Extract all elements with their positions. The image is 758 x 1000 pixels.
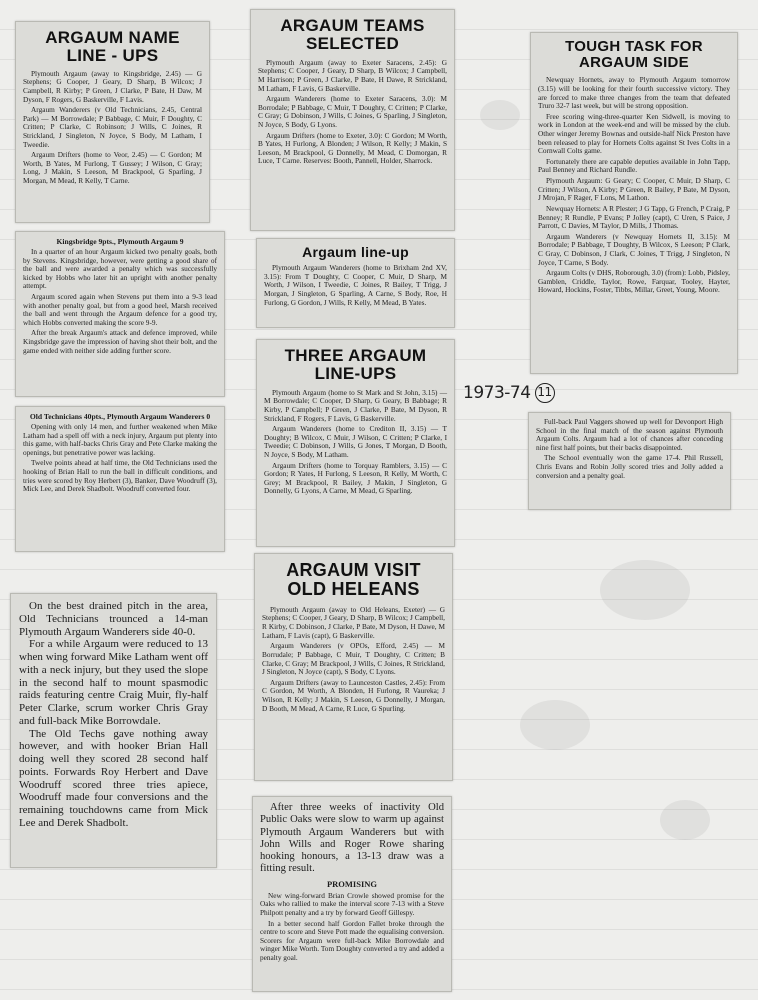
report-paragraph: The School eventually won the game 17-4. Phil Russell, Chris Evans and Robin Jolly scored tries and Jolly added a conversion and a penalty goal.	[536, 453, 723, 480]
team-lineup: Argaum Drifters (home to Veor, 2.45) — C Gordon; M Worth, B Yates, M Furlong, T Gussey; J Wilson, C Gray; Long, J Makin, S Leeson, M Brackpool, G Sparling, J Morgan, M Mead, R Kelly, T Carne.	[23, 150, 202, 186]
report-paragraph: Opening with only 14 men, and further weakened when Mike Latham had a spell off with a neck injury, Argaum put plenty into this game, with half-backs Chris Gray and Pete Clarke making the openings, but penetrative power was lacking.	[23, 422, 217, 457]
report-paragraph: In a quarter of an hour Argaum kicked two penalty goals, both by Stevens. Kingsbridge, however, were getting a good share of the ball and were awarded a penalty which was successfully kicked by Hobbs who later hit an upright with another penalty attempt.	[23, 247, 217, 291]
page-stain	[660, 800, 710, 840]
report-paragraph: New wing-forward Brian Crowle showed promise for the Oaks who rallied to make the interval score 7-13 with a Steve Philpott penalty and a try by forward Geoff Gillespy.	[260, 890, 444, 917]
report-paragraph: Twelve points ahead at half time, the Old Technicians used the hooking of Brian Hall to run the ball in difficult conditions, and tries were scored by Roy Herbert (3), Banker, Dave Woodruff (3), Mick Lee, and Derek Shadbolt. Woodruff converted four.	[23, 458, 217, 494]
team-lineup: Plymouth Argaum (away to Old Heleans, Exeter) — G Stephens; C Cooper, J Geary, D Sharp, B Wilcox; J Campbell, R Kirby, C Dobinson, J Clarke, P Bate, M Dyson, H Dawe, M Latham, F Lavis (capt), G Baskerville.	[262, 604, 445, 640]
clipping-headline: Argaum line-up	[302, 244, 409, 260]
report-lead-paragraph: After three weeks of inactivity Old Public Oaks were slow to warm up against Plymouth Argaum Wanderers but with John Wills and Roger Rowe sharing hooking honours, a 13-13 draw was a fitting result.	[260, 802, 444, 875]
team-lineup: Plymouth Argaum (away to Kingsbridge, 2.45) — G Stephens; G Cooper, J Geary, D Sharp, B Wilcox; J Campbell, R Kirby; P Green, J Clarke, P Bate, H Daw, M Dyson, F Rogers, G Baskerville, F Lavis.	[23, 68, 202, 104]
clipping-tough-task	[530, 32, 738, 374]
team-lineup: Argaum Wanderers (home to Crediton II, 3.15) — T Doughty; B Wilcox, C Muir, J Wilson, C Critten; P Clarke, I Tweedie; C Dobinson, J Wills, G Jones, T Morgan, D Booth, N Joyce, S Body, M Latham.	[264, 424, 447, 459]
page-number-circle: 11	[535, 383, 555, 403]
team-lineup: Argaum Colts (v DHS, Roborough, 3.0) (from): Lobb, Pidsley, Gamblen, Criddle, Taylor, Rowe, Farquar, Tooley, Hayter, Howard, Hockins, Foster, Tibbs, Millar, Greet, Young, Moore.	[538, 268, 730, 295]
clipping-three-lineups	[256, 339, 455, 547]
clipping-headline: ARGAUM TEAMS SELECTED	[280, 16, 425, 54]
clipping-headline: ARGAUM VISIT OLD HELEANS	[286, 560, 421, 600]
clipping-name-lineups	[15, 21, 210, 223]
clipping-old-public-oaks	[252, 796, 452, 992]
handwritten-season-note	[463, 383, 555, 403]
season-label: 1973-74	[463, 383, 531, 403]
team-lineup: Plymouth Argaum Wanderers (home to Brixham 2nd XV, 3.15): From T Doughty, C Cooper, C Muir, D Sharp, M Worth, J Wilson, I Tweedie, C Joines, R Bailey, T Trigg, J Morgan, J Singleton, G Sparling, A Carne, S Body, Roe, H Furlong, G Gordon, J Wills, R Kelly, M Mead, B Yates.	[264, 263, 447, 307]
team-lineup: Argaum Drifters (home to Torquay Ramblers, 3.15) — C Gordon; R Yates, H Furlong, S Leeson, R Kelly, M Worth, C Grey; M Brackpool, R Bailey, J Makin, J Singleton, G Donnelly, G Lyons, A Carne, M Mead, G Sparling.	[264, 460, 447, 496]
team-lineup: Argaum Wanderers (home to Exeter Saracens, 3.0): M Borrodale; P Babbage, C Muir, T Doughty, C Critten; P Clarke, C Gray; G Dobinson, J Wills, C Joines, G Sparling, J Singleton, N Joyce, S Body, G Lyons.	[258, 94, 447, 129]
match-result-heading: Old Technicians 40pts., Plymouth Argaum Wanderers 0	[29, 412, 211, 421]
team-lineup: Plymouth Argaum (away to Exeter Saracens, 2.45): G Stephens; C Cooper, J Geary, D Sharp, B Wilcox; J Campbell, M Harrison; P Green, J Clarke, P Bate, H Dawe, R Strickland, M Latham, F Lavis, G Baskerville.	[258, 57, 447, 93]
match-result-heading: Kingsbridge 9pts., Plymouth Argaum 9	[56, 237, 184, 246]
report-paragraph: In a better second half Gordon Fallet broke through the centre to score and Steve Pott made the equalising conversion. Scorers for Argaum were full-back Mike Borrowdale and winger Mike Worth. Tom Doughty converted a try and added a penalty goal.	[260, 918, 444, 962]
clipping-old-technicians-report	[15, 406, 225, 552]
team-lineup: Plymouth Argaum: G Geary; C Cooper, C Muir, D Sharp, C Critten; J Wilson, A Kirby; P Green, R Bailey, P Bate, M Dyson, J Mrojan, F Rager, F Lons, M Lathon.	[538, 176, 730, 203]
team-lineup: Argaum Wanderers (v Newquay Hornets II, 3.15): M Borrodale; P Babbage, T Doughty, B Wilcox, S Leeson; P Clark, C Gray, C Dobinson, J Clark, C Joines, T Trigg, J Singleton, N Joyce, T Carne, S Body.	[538, 231, 730, 267]
team-lineup: Plymouth Argaum (home to St Mark and St John, 3.15) — M Borrowdale; C Cooper, D Sharp, G Geary, B Babbage; R Kirby, P Campbell; P Green, J Clarke, P Bate, M Dyson, R Strickland, F Rogers, F Lavis, G Baskerville.	[264, 387, 447, 423]
page-stain	[480, 100, 520, 130]
report-paragraph: The Old Techs gave nothing away however, and with hooker Brian Hall doing well they scored 28 second half points. Forwards Roy Herbert and Dave Woodruff scored three tries apiece, Woodruff made four conversions and the remaining touchdowns came from Mick Lee and Derek Shadbolt.	[19, 727, 208, 829]
page-stain	[520, 700, 590, 750]
clipping-visit-old-heleans	[254, 553, 453, 781]
team-lineup: Newquay Hornets: A R Plester; J G Tapp, G French, P Craig, P Benney; R Rundle, P Evans; P Jolley (capt), C Uren, S Paice, J Parrott, C Davies, M Taylor, D Mills, J Thomas.	[538, 203, 730, 231]
team-lineup: Argaum Drifters (home to Exeter, 3.0): C Gordon; M Worth, B Yates, H Furlong, A Blonden; J Wilson, R Kelly; J Makin, S Leeson, M Brackpool, G Donnelly, M Mead, C Domorgan, R Luce, T Carne. Reserves: Booth, Pannell, Holder, Sharrock.	[258, 130, 447, 166]
report-paragraph: Fortunately there are capable deputies available in John Tapp, Paul Benney and Richard Rundle.	[538, 156, 730, 175]
clipping-headline: THREE ARGAUM LINE-UPS	[284, 346, 427, 384]
team-lineup: Argaum Wanderers (v Old Technicians, 2.45, Central Park) — M Borrowdale; P Babbage, C Muir, F Doughty, C Critten; P Clarke, C Robinson; J Wills, C Joines, R Strickland, J Singleton, N Joyce, S Body, M Latham, I Tweedie.	[23, 105, 202, 149]
clipping-argaum-lineup	[256, 238, 455, 328]
report-paragraph: Full-back Paul Vaggers showed up well for Devonport High School in the final match of the season against Plymouth Argaum Colts. Argaum had a lot of chances after conceding nine first half points, but their backs disappointed.	[536, 417, 723, 452]
team-lineup: Argaum Wanderers (v OPOs, Efford, 2.45) — M Borrudale; P Babbage, C Muir, T Doughty, C Critten; B Clarke, C Gray; M Brackpool, J Wills, C Joines, R Strickland, J Singleton, N Joyce (capt), S Body, C Lyons.	[262, 641, 445, 677]
clipping-headline: TOUGH TASK FOR ARGAUM SIDE	[565, 38, 703, 72]
report-paragraph: Argaum scored again when Stevens put them into a 9-3 lead with another penalty goal, but from a good heel, Marsh received the ball and went through the Argaum defence for a good try, which Hobbs converted making the score 9-9.	[23, 292, 217, 327]
report-paragraph: For a while Argaum were reduced to 13 when wing forward Mike Latham went off with a neck injury, but they used the slope in the second half to mount spasmodic raids featuring centre Craig Muir, fly-half Peter Clarke, scrum worker Chris Gray and full-back Mike Borrowdale.	[19, 638, 208, 727]
report-paragraph: On the best drained pitch in the area, Old Technicians trounced a 14-man Plymouth Argaum Wanderers side 40-0.	[19, 600, 208, 638]
clipping-devonport-high	[528, 412, 731, 510]
page-stain	[600, 560, 690, 620]
clipping-teams-selected	[250, 9, 455, 231]
clipping-best-drained-pitch	[10, 593, 217, 868]
section-subhead: PROMISING	[326, 878, 378, 889]
report-paragraph: Free scoring wing-three-quarter Ken Sidwell, is moving to work in London at the week-end and will be missed by the club. Other winger Jeremy Bownas and outside-half Nick Preston have been released to play for Hornets Colts against St Ives Colts in a Cornwall Colts game.	[538, 111, 730, 156]
clipping-kingsbridge-report	[15, 231, 225, 397]
report-paragraph: After the break Argaum's attack and defence improved, while Kingsbridge gave the impression of having shot their bolt, and the game ended with neither side adding further score.	[23, 328, 217, 355]
report-paragraph: Newquay Hornets, away to Plymouth Argaum tomorrow (3.15) will be looking for their fourth successive victory. They are forced to make three changes from the team that defeated Truro 32-7 last week, but will be strong opposition.	[538, 75, 730, 111]
clipping-headline: ARGAUM NAME LINE - UPS	[45, 28, 180, 66]
team-lineup: Argaum Drifters (away to Launceston Castles, 2.45): From C Gordon, M Worth, A Blonden, H Furlong, R Vaureka; J Wilson, R Kelly; J Makin, S Leeson, G Donnelly, J Morgan, D Booth, M Mead, A Carne, R Luce, G Spurling.	[262, 677, 445, 713]
